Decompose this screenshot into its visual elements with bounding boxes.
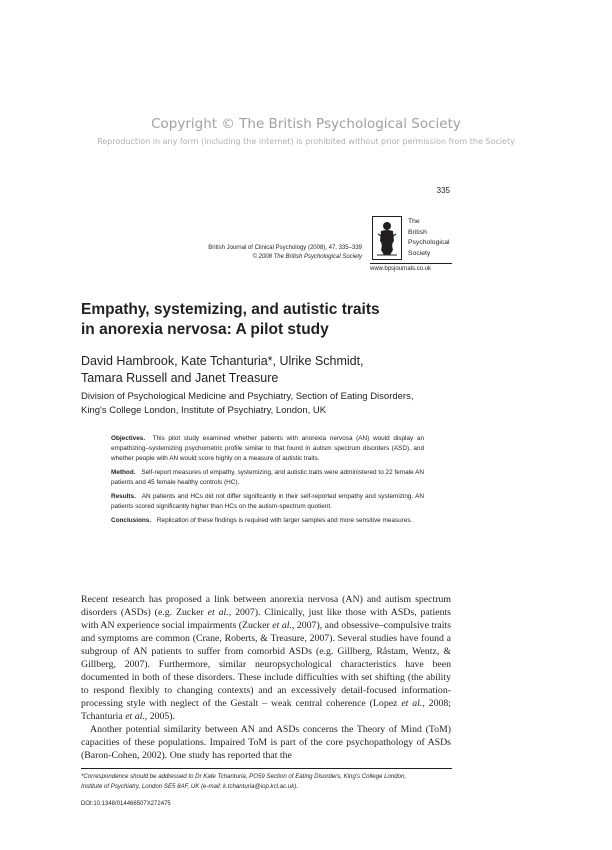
body-text-italic: et al. [207,607,229,618]
publisher-url[interactable]: www.bpsjournals.co.uk [370,266,432,272]
body-text-run: , 2005). [144,711,176,722]
body-text-run: Recent research has proposed a link between anorexia nervosa (AN) and autism spectrum disorders (ASDs) (e.g. Zucker [81,594,451,618]
journal-citation: British Journal of Clinical Psychology (2008), 47, 335–339 [208,245,362,251]
abstract-method [111,468,424,488]
article-title-line: Empathy, systemizing, and autistic traits [81,301,380,318]
body-text-italic: et al. [272,620,292,631]
body-text [81,593,451,762]
abstract-results-text: AN patients and HCs did not differ significantly in their self-reported empathy and systemizing. AN patients scored significantly higher than HCs on the autism-spectrum quotient. [111,492,424,510]
footnote-line: Institute of Psychiatry, London SE5 8AF, UK (e-mail: k.tchanturia@iop.kcl.ac.uk). [81,783,298,790]
abstract-objectives [111,434,424,463]
publisher-name-line: British [408,228,427,236]
article-title-line: in anorexia nervosa: A pilot study [81,321,329,338]
journal-citation-block [102,244,362,262]
article-title [81,300,481,340]
author-affiliation [81,390,461,417]
footnote-line: *Correspondence should be addressed to Dr Kate Tchanturia, PO59 Section of Eating Disorders, King's College London, [81,773,407,780]
bps-logo-icon [372,216,402,260]
affiliation-line: Division of Psychological Medicine and Psychiatry, Section of Eating Disorders, [81,391,414,402]
body-text-run: , 2007). Clinically, just like those with ASDs, patients with AN experience social impairments (Zucker [81,607,451,631]
correspondence-footnote [81,772,453,792]
page-number: 335 [436,186,450,195]
abstract-conclusions-label: Conclusions. [111,517,152,525]
authors-line: Tamara Russell and Janet Treasure [81,371,279,385]
affiliation-line: King's College London, Institute of Psychiatry, London, UK [81,404,327,416]
publisher-name-line: The [408,218,420,225]
publisher-divider [370,263,452,264]
publisher-name [408,217,450,259]
publisher-name-line: Society [408,249,431,257]
body-paragraph-1 [81,593,451,723]
authors-line: David Hambrook, Kate Tchanturia*, Ulrike Schmidt, [81,354,364,368]
body-text-run: , 2008; Tchanturia [81,698,451,722]
abstract-conclusions-text: Replication of these findings is required with larger samples and more sensitive measures. [156,517,413,525]
abstract-results [111,492,424,512]
abstract-objectives-label: Objectives. [111,435,146,442]
body-paragraph-2: Another potential similarity between AN and ASDs concerns the Theory of Mind (ToM) capacities of these populations. Impaired ToM is part of the core psychopathology of ASDs (Baron-Cohen, 2002). One study has reported that the [81,724,451,761]
bps-emblem-icon [373,217,401,259]
abstract-method-label: Method. [111,468,136,476]
publisher-name-line: Psychological [408,239,450,246]
abstract-conclusions [111,516,424,526]
abstract-objectives-text: This pilot study examined whether patients with anorexia nervosa (AN) would display an empathizing–systemizing psychometric profile similar to that found in autism spectrum disorders (ASD), and whether people with AN would score highly on a measure of autistic traits. [111,435,424,462]
article-authors [81,353,481,387]
abstract [111,434,424,530]
watermark-title: Copyright © The British Psychological Society [151,116,461,132]
abstract-method-text: Self-report measures of empathy, systemizing, and autistic traits were administered to 22 female AN patients and 45 female healthy controls (HC). [111,468,424,486]
body-text-italic: et al. [401,698,423,709]
journal-copyright: © 2008 The British Psychological Society [252,254,362,260]
doi[interactable]: DOI:10.1348/014466507X272475 [81,801,171,807]
body-text-italic: et al. [125,711,145,722]
footnote-divider [81,768,452,769]
abstract-results-label: Results. [111,492,136,500]
body-text-run: , 2007), and obsessive–compulsive traits and symptoms are common (Crane, Roberts, & Treasure, 2007). Several studies have found a subgroup of AN patients to suffer from comorbid ASDs (e.g. Gillberg, Råstam, Wentz, & Gillberg, 2007). Furthermore, similar neuropsychological characteristics have been documented in both of these disorders. These include difficulties with set shifting (the ability to respond flexibly to changing contexts) and an excessively detail-focused information-processing style with neglect of the Gestalt – weak central coherence (Lopez [81,620,451,709]
watermark-subtitle: Reproduction in any form (including the internet) is prohibited without prior permission from the Society [97,137,515,146]
